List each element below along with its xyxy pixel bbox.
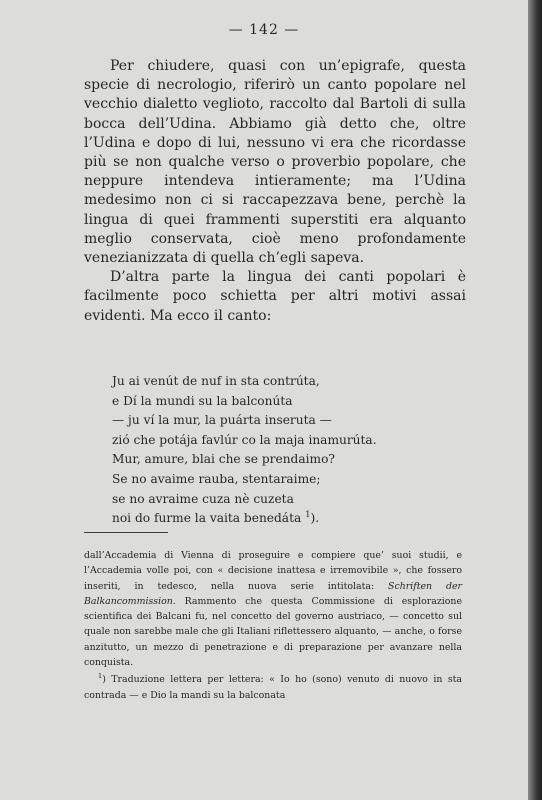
- poem-line: zió che potája favlúr co la maja inamurúta.: [112, 432, 377, 447]
- footnote-marker: 1: [305, 510, 311, 521]
- footnote-text: . Rammento che questa Commissione di esplorazione scientifica dei Balcani fu, nel concetto del governo austriaco, — concetto sul quale non sarebbe male che gli Italiani riflettessero alquanto, — anche, o forse anzitutto, un mezzo di penetrazione e di preparazione per avanzare nella conquista.: [84, 595, 462, 669]
- poem: [112, 372, 472, 529]
- book-spine-shadow: [528, 0, 542, 800]
- page-number: — 142 —: [228, 22, 300, 38]
- footnote-number: 1: [98, 672, 103, 681]
- poem-line-end: ).: [310, 511, 320, 526]
- poem-line: se no avraime cuza nè cuzeta: [112, 491, 294, 506]
- series-title: Schriften der Balkancommission: [84, 580, 462, 607]
- poem-line: Ju ai venút de nuf in sta contrúta,: [112, 374, 320, 388]
- poem-line: e Dí la mundi su la balconúta: [112, 393, 293, 408]
- footnote-1: [84, 672, 462, 703]
- poem-line: — ju ví la mur, la puárta inseruta —: [112, 413, 332, 428]
- poem-line: Mur, amure, blai che se prendaimo?: [112, 452, 335, 467]
- poem-line-text: noi do furme la vaita benedáta: [112, 511, 302, 526]
- footnote-continuation: [84, 548, 462, 670]
- footnote-text: dall’Accademia di Vienna di proseguire e compiere que’ suoi studii, e l’Accademia volle poi, con « decisione inattesa e irremovibile », che fossero inseriti, in tedesco, nella nuova serie intitolata:: [84, 550, 462, 592]
- footnotes: [84, 548, 462, 703]
- main-text: [84, 57, 466, 326]
- poem-line: Se no avaime rauba, stentaraime;: [112, 471, 321, 486]
- poem-line-last: [112, 509, 472, 529]
- footnote-text: ) Traduzione lettera per lettera: « Io ho (sono) venuto di nuovo in sta contrada — e Dio la mandi su la balconata: [84, 674, 462, 701]
- paragraph: Per chiudere, quasi con un’epigrafe, questa specie di necrologio, riferirò un canto popolare nel vecchio dialetto veglioto, raccolto dal Bartoli di sulla bocca dell’Udina. Abbiamo già detto che, oltre l’Udina e dopo di lui, nessuno vi era che ricordasse più se non qualche verso o proverbio popolare, che neppure intendeva intieramente; ma l’Udina medesimo non ci si raccapezzava bene, perchè la lingua di quei frammenti superstiti era alquanto meglio conservata, cioè meno profondamente venezianizzata di quella ch’egli sapeva.: [84, 58, 466, 267]
- footnote-rule: [84, 532, 168, 533]
- paragraph: D’altra parte la lingua dei canti popolari è facilmente poco schietta per altri motivi assai evidenti. Ma ecco il canto:: [84, 269, 466, 324]
